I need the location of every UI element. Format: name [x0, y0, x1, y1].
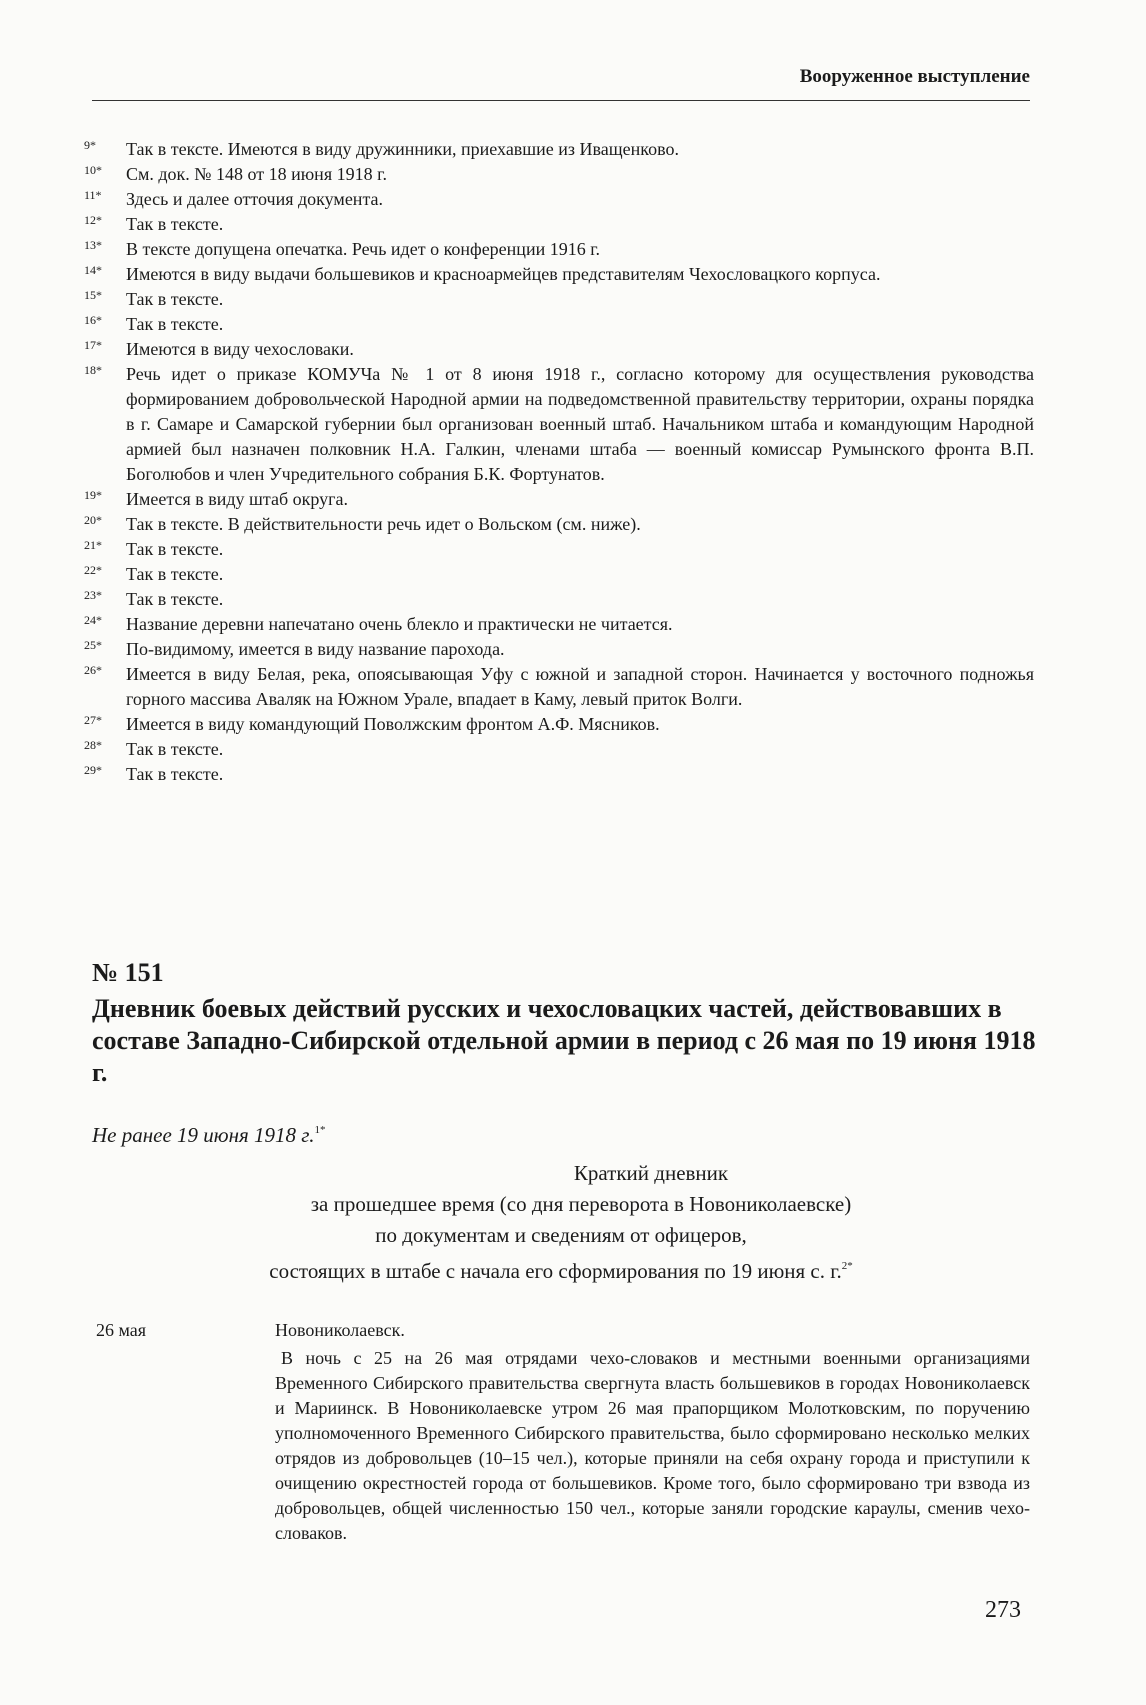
footnote-number: 20*: [84, 513, 102, 527]
page-number: 273: [985, 1597, 1021, 1623]
footnote-text: Здесь и далее отточия документа.: [126, 189, 384, 209]
footnote: [84, 712, 1034, 737]
footnote-text: Имеются в виду чехословаки.: [126, 339, 354, 359]
footnote: [84, 587, 1034, 612]
footnote-number: 15*: [84, 288, 102, 302]
footnote-number: 18*: [84, 363, 102, 377]
document-date: [92, 1123, 325, 1148]
footnote: [84, 562, 1034, 587]
footnote-text: Имеется в виду командующий Поволжским фронтом А.Ф. Мясников.: [126, 714, 660, 734]
footnote-number: 13*: [84, 238, 102, 252]
subtitle-line: состоящих в штабе с начала его сформирования по 19 июня с. г.: [269, 1259, 842, 1283]
footnote-number: 11*: [84, 188, 102, 202]
footnote-text: Так в тексте.: [126, 214, 224, 234]
footnote: [84, 362, 1034, 487]
footnote: [84, 337, 1034, 362]
document-number: № 151: [92, 958, 164, 987]
footnote-text: Так в тексте.: [126, 564, 224, 584]
entry-place: Новониколаевск.: [275, 1320, 405, 1340]
footnote-text: Так в тексте.: [126, 289, 224, 309]
footnote-number: 23*: [84, 588, 102, 602]
header-rule: [92, 100, 1030, 101]
footnote-number: 14*: [84, 263, 102, 277]
footnote: [84, 537, 1034, 562]
footnote: [84, 637, 1034, 662]
footnote-number: 28*: [84, 738, 102, 752]
footnote-text: По-видимому, имеется в виду название парохода.: [126, 639, 505, 659]
subtitle-line: за прошедшее время (со дня переворота в Новониколаевске): [310, 1192, 852, 1216]
footnote-number: 24*: [84, 613, 102, 627]
footnote: [84, 162, 1034, 187]
footnote-text: Название деревни напечатано очень блекло и практически не читается.: [126, 614, 673, 634]
footnote-text: Так в тексте. В действительности речь идет о Вольском (см. ниже).: [126, 514, 641, 534]
footnote: [84, 612, 1034, 637]
footnote: [84, 762, 1034, 787]
footnote: [84, 737, 1034, 762]
footnote: [84, 512, 1034, 537]
footnote-text: Так в тексте.: [126, 314, 224, 334]
document-date-note: 1*: [314, 1124, 326, 1136]
footnote: [84, 187, 1034, 212]
diary-subtitle: [92, 1158, 1030, 1287]
footnote-number: 27*: [84, 713, 102, 727]
footnote-number: 19*: [84, 488, 102, 502]
footnote-text: Так в тексте.: [126, 589, 224, 609]
subtitle-line-4: [92, 1251, 1030, 1287]
subtitle-line: по документам и сведениям от офицеров,: [375, 1223, 747, 1247]
footnote: [84, 287, 1034, 312]
footnote-number: 25*: [84, 638, 102, 652]
footnote-number: 21*: [84, 538, 102, 552]
footnote: [84, 137, 1034, 162]
subtitle-line: Краткий дневник: [573, 1161, 729, 1185]
footnote-number: 29*: [84, 763, 102, 777]
footnote-text: Имеются в виду выдачи большевиков и красноармейцев представителям Чехословацкого корпуса.: [126, 264, 881, 284]
footnote-number: 17*: [84, 338, 102, 352]
footnote-text: Имеется в виду штаб округа.: [126, 489, 348, 509]
footnote: [84, 662, 1034, 712]
entry-date: 26 мая: [96, 1320, 147, 1340]
footnote-text: В тексте допущена опечатка. Речь идет о конференции 1916 г.: [126, 239, 601, 259]
footnote-number: 22*: [84, 563, 102, 577]
footnote: [84, 212, 1034, 237]
footnote-number: 10*: [84, 163, 102, 177]
footnote-number: 12*: [84, 213, 102, 227]
footnote: [84, 487, 1034, 512]
subtitle-note: 2*: [841, 1260, 853, 1272]
footnote-text: Так в тексте.: [126, 739, 224, 759]
footnote-number: 26*: [84, 663, 102, 677]
footnote: [84, 262, 1034, 287]
footnote-text: Так в тексте.: [126, 764, 224, 784]
footnote: [84, 237, 1034, 262]
footnote-text: Так в тексте.: [126, 539, 224, 559]
footnote-text: Речь идет о приказе КОМУЧа № 1 от 8 июня 1918 г., согласно которому для осуществления руководства формированием добровольческой Народной армии на подведомственной правительству территории, охраны порядка в г. Самаре и Самарской губернии был организован военный штаб. Начальником штаба и командующим Народной армией был назначен полковник Н.А. Галкин, членами штаба — военный комиссар Румынского фронта В.П. Боголюбов и член Учредительного собрания Б.К. Фортунатов.: [126, 364, 1034, 484]
footnote-text: См. док. № 148 от 18 июня 1918 г.: [126, 164, 387, 184]
footnote-number: 9*: [84, 138, 96, 152]
document-title: Дневник боевых действий русских и чехословацких частей, действовавших в составе Западно-Сибирской отдельной армии в период с 26 мая по 19 июня 1918 г.: [92, 994, 1036, 1087]
footnote-text: Имеется в виду Белая, река, опоясывающая Уфу с южной и западной сторон. Начинается у восточного подножья горного массива Аваляк на Южном Урале, впадает в Каму, левый приток Волги.: [126, 664, 1034, 709]
footnotes: [84, 137, 1034, 787]
footnote-number: 16*: [84, 313, 102, 327]
document-date-text: Не ранее 19 июня 1918 г.: [92, 1123, 315, 1147]
running-head: Вооруженное выступление: [799, 66, 1030, 87]
entry-text: В ночь с 25 на 26 мая отрядами чехо-словаков и местными военными организациями Временного Сибирского правительства свергнута власть большевиков в городах Новониколаевск и Мариинск. В Новониколаевске утром 26 мая прапорщиком Молотковским, по поручению уполномоченного Временного Сибирского правительства, было сформировано несколько мелких отрядов из добровольцев (10–15 чел.), которые приняли на себя охрану города и приступили к очищению окрестностей города от большевиков. Кроме того, было сформировано три взвода из добровольцев, общей численностью 150 чел., которые заняли городские караулы, сменив чехо-словаков.: [275, 1348, 1030, 1543]
footnote: [84, 312, 1034, 337]
footnote-text: Так в тексте. Имеются в виду дружинники, приехавшие из Иващенково.: [126, 139, 679, 159]
